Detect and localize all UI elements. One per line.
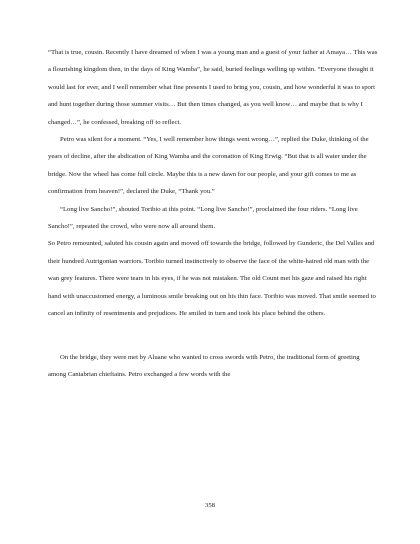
- page-number: 358: [204, 502, 216, 509]
- body-text: [48, 44, 378, 383]
- paragraph-4: So Petro remounted, saluted his cousin again and moved off towards the bridge, followed by Gunderic, the Del Valles and their hundred Autrigonian warriors. Toribio turned instinctively to observe the face of the white-haired old man with the wan grey features. There were tears in his eyes, if he was not mistaken. The old Count met his gaze and raised his right hand with unaccustomed energy, a luminous smile breaking out on his thin face. Toribio was moved. That smile seemed to cancel an infinity of resentments and prejudices. He smiled in turn and took his place behind the others.: [48, 240, 376, 318]
- paragraph-2: Petro was silent for a moment. “Yes, I well remember how things went wrong…”, replied the Duke, thinking of the years of decline, after the abdication of King Wamba and the coronation of King Erwig. “But that is all water under the bridge. Now the wheel has come full circle. Maybe this is a new dawn for our people, and your gift comes to me as confirmation from heaven!”, declared the Duke, “Thank you.”: [48, 136, 369, 196]
- section-gap: [48, 323, 378, 349]
- paragraph-1: “That is true, cousin. Recently I have dreamed of when I was a young man and a guest of your father at Amaya… This was a flourishing kingdom then, in the days of King Wamba”, he said, buried feelings welling up within. “Everyone thought it would last for ever, and I well remember what fine presents I used to bring you, cousin, and how wonderful it was to sport and hunt together during those summer visits… But then times changed, as you well know… and maybe that is why I changed…”, he confessed, breaking off to reflect.: [48, 49, 378, 126]
- paragraph-5: On the bridge, they were met by Aluane who wanted to cross swords with Petro, the traditional form of greeting among Cantabrian chieftains. Petro exchanged a few words with the: [48, 353, 360, 378]
- paragraph-3: “Long live Sancho!”, shouted Toribio at this point. “Long live Sancho!”, proclaimed the four riders. “Long live Sancho!”, repeated the crowd, who were now all around them.: [48, 205, 358, 231]
